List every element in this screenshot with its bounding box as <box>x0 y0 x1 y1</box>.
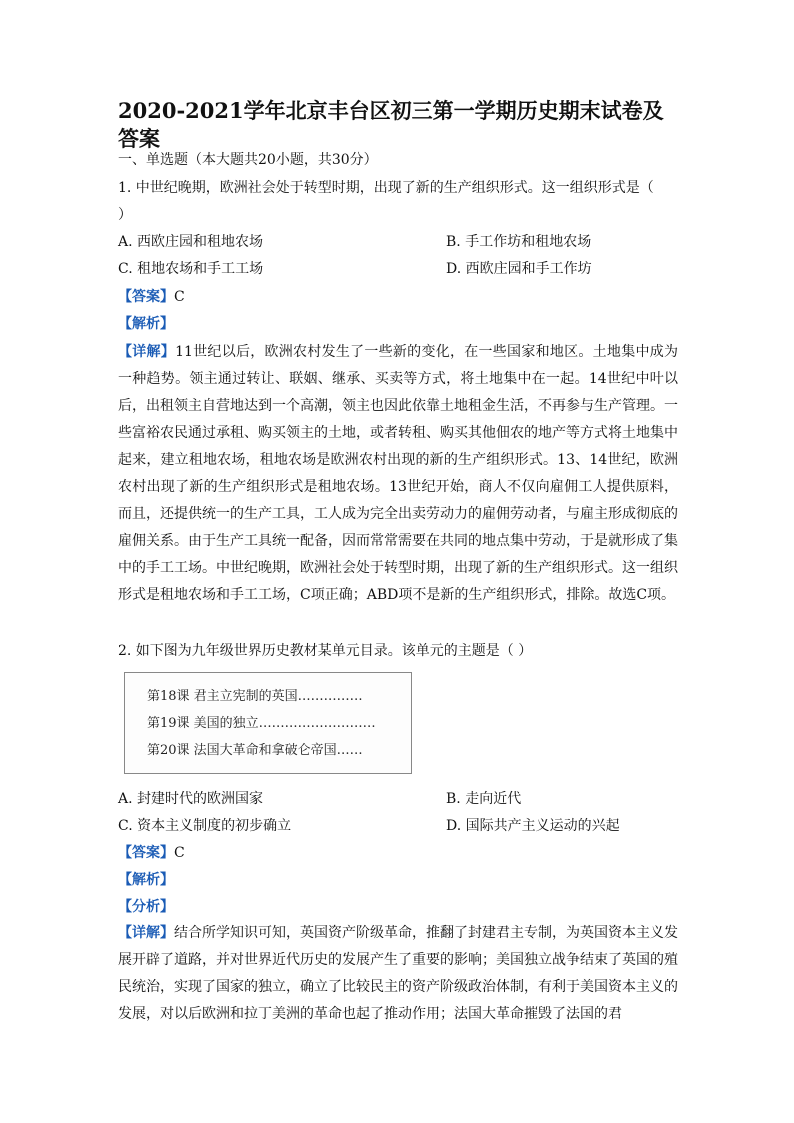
textbook-toc-figure <box>124 672 412 774</box>
detail-tag: 【详解】 <box>118 344 176 360</box>
toc-row: 第19课 美国的独立……………………… <box>147 716 376 731</box>
analysis-tag: 【解析】 <box>118 316 174 332</box>
document-title: 2020-2021学年北京丰台区初三第一学期历史期末试卷及答案 <box>118 98 664 151</box>
q2-detail-paragraph <box>118 920 678 1028</box>
q2-analysis-heading <box>118 870 174 890</box>
q1-option-a: A. 西欧庄园和租地农场 <box>118 234 264 250</box>
fenxi-tag: 【分析】 <box>118 899 174 915</box>
q2-answer <box>118 843 185 863</box>
section-heading: 一、单选题（本大题共20小题，共30分） <box>118 152 378 168</box>
answer-tag: 【答案】 <box>118 289 174 305</box>
q1-option-d: D. 西欧庄园和手工作坊 <box>446 261 592 277</box>
q1-analysis-heading <box>118 314 174 334</box>
toc-row: 第20课 法国大革命和拿破仑帝国…… <box>147 743 363 758</box>
detail-tag: 【详解】 <box>118 925 174 941</box>
q1-option-b: B. 手工作坊和租地农场 <box>446 234 592 250</box>
q2-detail-text: 结合所学知识可知，英国资产阶级革命，推翻了封建君主专制，为英国资本主义发展开辟了道路，并对世界近代历史的发展产生了重要的影响；美国独立战争结束了英国的殖民统治，实现了国家的独立，确立了比较民主的资产阶级政治体制，有利于美国资本主义的发展，对以后欧洲和拉丁美洲的革命也起了推动作用；法国大革命摧毁了法国的君 <box>118 925 678 1022</box>
toc-row: 第18课 君主立宪制的英国…………… <box>147 689 363 704</box>
q1-detail-paragraph <box>118 339 678 609</box>
q1-answer <box>118 287 185 307</box>
q2-fenxi-heading <box>118 897 174 917</box>
q2-option-d: D. 国际共产主义运动的兴起 <box>446 818 620 834</box>
q2-answer-value: C <box>174 845 185 861</box>
q2-option-a: A. 封建时代的欧洲国家 <box>118 791 264 807</box>
q1-detail-text: 11世纪以后，欧洲农村发生了一些新的变化，在一些国家和地区。土地集中成为一种趋势。领主通过转让、联姻、继承、买卖等方式，将土地集中在一起。14世纪中叶以后，出租领主自营地达到一个高潮，领主也因此依靠土地租金生活，不再参与生产管理。一些富裕农民通过承租、购买领主的土地，或者转租、购买其他佃农的地产等方式将土地集中起来，建立租地农场，租地农场是欧洲农村出现的新的生产组织形式。13、14世纪，欧洲农村出现了新的生产组织形式是租地农场。13世纪开始，商人不仅向雇佣工人提供原料，而且，还提供统一的生产工具，工人成为完全出卖劳动力的雇佣劳动者，与雇主形成彻底的雇佣关系。由于生产工具统一配备，因而常常需要在共同的地点集中劳动，于是就形成了集中的手工工场。中世纪晚期，欧洲社会处于转型时期，出现了新的生产组织形式。这一组织形式是租地农场和手工工场，C项正确；ABD项不是新的生产组织形式，排除。故选C项。 <box>118 344 679 603</box>
q2-option-c: C. 资本主义制度的初步确立 <box>118 818 292 834</box>
q2-option-b: B. 走向近代 <box>446 791 522 807</box>
answer-tag: 【答案】 <box>118 845 174 861</box>
q1-option-c: C. 租地农场和手工工场 <box>118 261 264 277</box>
q1-stem-line1: 1. 中世纪晚期，欧洲社会处于转型时期，出现了新的生产组织形式。这一组织形式是（ <box>118 180 654 196</box>
analysis-tag: 【解析】 <box>118 872 174 888</box>
q1-answer-value: C <box>174 289 185 305</box>
q1-stem-line2: ） <box>118 207 132 223</box>
q2-stem: 2. 如下图为九年级世界历史教材某单元目录。该单元的主题是（ ） <box>118 643 533 659</box>
